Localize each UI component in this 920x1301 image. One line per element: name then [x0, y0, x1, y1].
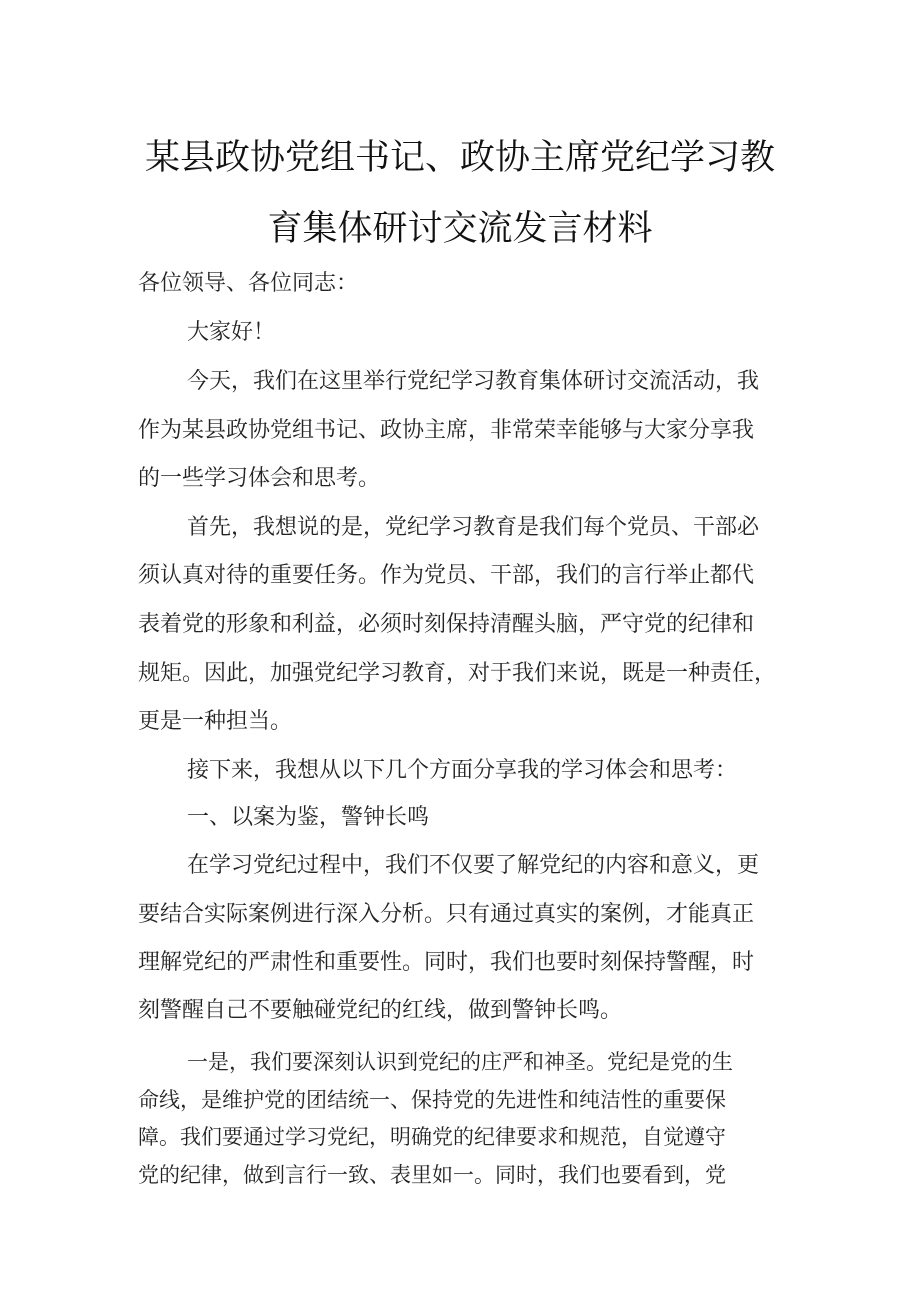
document-title-line-2: 育集体研讨交流发言材料	[267, 209, 653, 249]
paragraph-4-line-4: 刻警醒自己不要触碰党纪的红线，做到警钟长鸣。	[138, 998, 623, 1023]
paragraph-5-line-2: 命线，是维护党的团结统一、保持党的先进性和纯洁性的重要保	[138, 1088, 726, 1112]
paragraph-1-line-2: 作为某县政协党组书记、政协主席，非常荣幸能够与大家分享我	[138, 418, 755, 443]
paragraph-5-line-3: 障。我们要通过学习党纪，明确党的纪律要求和规范，自觉遵守	[138, 1125, 726, 1149]
paragraph-4-line-3: 理解党纪的严肃性和重要性。同时，我们也要时刻保持警醒，时	[138, 950, 755, 975]
paragraph-5-line-4: 党的纪律，做到言行一致、表里如一。同时，我们也要看到，党	[138, 1163, 726, 1187]
paragraph-2-line-4: 规矩。因此，加强党纪学习教育，对于我们来说，既是一种责任，	[138, 661, 777, 686]
paragraph-1-line-3: 的一些学习体会和思考。	[138, 466, 381, 491]
paragraph-2-line-1: 首先，我想说的是，党纪学习教育是我们每个党员、干部必	[187, 515, 760, 540]
paragraph-3: 接下来，我想从以下几个方面分享我的学习体会和思考：	[187, 758, 738, 783]
paragraph-2-line-5: 更是一种担当。	[138, 709, 293, 734]
salutation: 各位领导、各位同志：	[138, 271, 359, 296]
paragraph-5-line-1: 一是，我们要深刻认识到党纪的庄严和神圣。党纪是党的生	[187, 1050, 733, 1074]
section-heading-1: 一、以案为鉴，警钟长鸣	[187, 805, 430, 830]
paragraph-2-line-3: 表着党的形象和利益，必须时刻保持清醒头脑，严守党的纪律和	[138, 612, 755, 637]
paragraph-4-line-1: 在学习党纪过程中，我们不仅要了解党纪的内容和意义，更	[187, 853, 760, 878]
paragraph-2-line-2: 须认真对待的重要任务。作为党员、干部，我们的言行举止都代	[138, 563, 755, 588]
greeting: 大家好！	[187, 320, 276, 345]
document-title-line-1: 某县政协党组书记、政协主席党纪学习教	[144, 138, 775, 178]
paragraph-1-line-1: 今天，我们在这里举行党纪学习教育集体研讨交流活动，我	[187, 369, 760, 394]
paragraph-4-line-2: 要结合实际案例进行深入分析。只有通过真实的案例，才能真正	[138, 902, 755, 927]
